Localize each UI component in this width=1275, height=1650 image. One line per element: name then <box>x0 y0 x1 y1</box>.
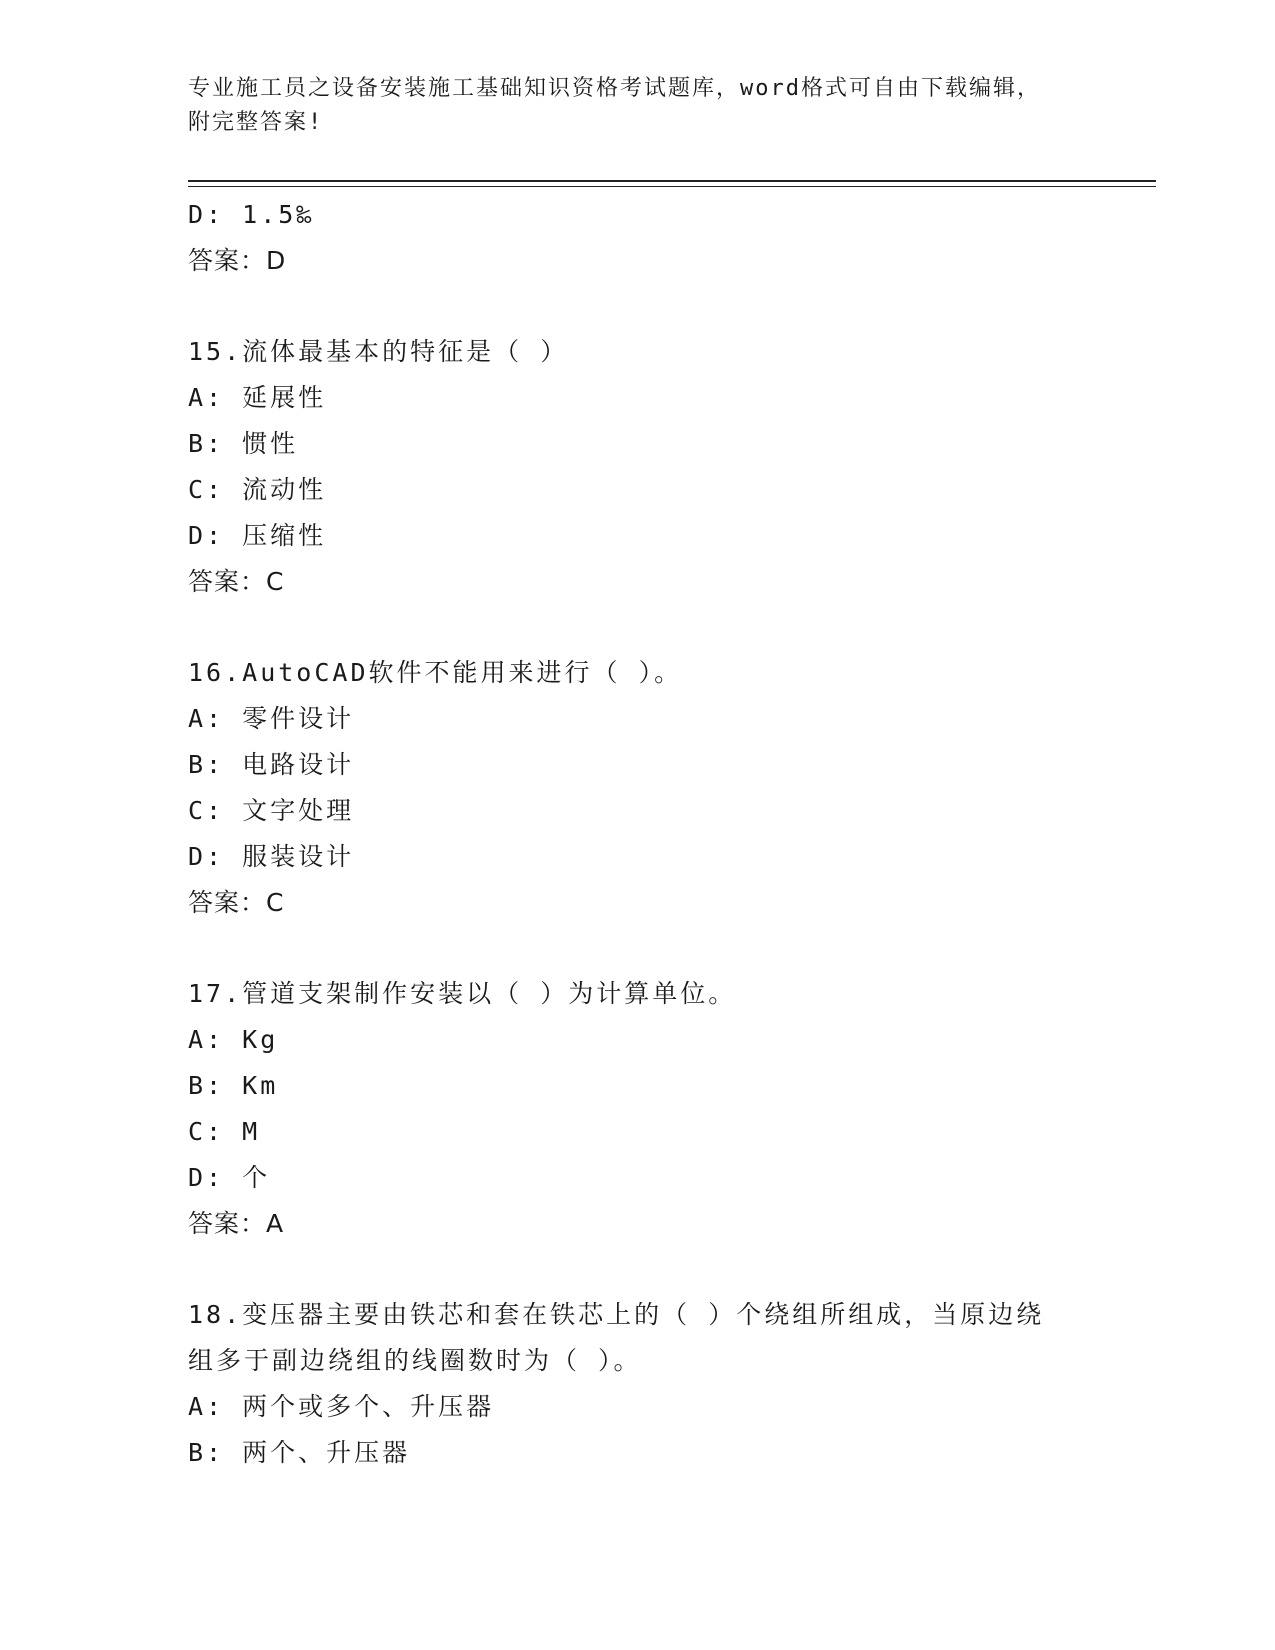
option-a: A: 两个或多个、升压器 <box>188 1392 495 1421</box>
option-d: D: 服装设计 <box>188 842 355 871</box>
answer: 答案：C <box>188 567 285 596</box>
question-stem-line-1: 18.变压器主要由铁芯和套在铁芯上的（ ）个绕组所组成，当原边绕 <box>188 1300 1045 1329</box>
option-a: A: 延展性 <box>188 383 327 412</box>
question-18 <box>188 1292 1088 1476</box>
document-header <box>188 72 1068 140</box>
option-b: B: Km <box>188 1071 279 1100</box>
question-stem-line-2: 组多于副边绕组的线圈数时为（ ）。 <box>188 1346 642 1375</box>
question-15 <box>188 329 1088 605</box>
option-a: A: Kg <box>188 1025 279 1054</box>
answer-prev: 答案：D <box>188 246 287 275</box>
header-divider-thin <box>188 186 1156 187</box>
question-16 <box>188 650 1088 926</box>
option-c: C: 流动性 <box>188 475 327 504</box>
option-b: B: 电路设计 <box>188 750 355 779</box>
option-b: B: 两个、升压器 <box>188 1438 411 1467</box>
header-line-2: 附完整答案! <box>188 110 324 135</box>
option-d: D: 压缩性 <box>188 521 327 550</box>
option-d: D: 个 <box>188 1163 271 1192</box>
header-line-1: 专业施工员之设备安装施工基础知识资格考试题库，word格式可自由下载编辑， <box>188 76 1041 101</box>
answer: 答案：A <box>188 1209 285 1238</box>
question-list <box>188 192 1088 1476</box>
option-c: C: M <box>188 1117 261 1146</box>
question-stem: 15.流体最基本的特征是（ ） <box>188 337 569 366</box>
option-c: C: 文字处理 <box>188 796 355 825</box>
option-d-prev: D: 1.5‰ <box>188 200 315 229</box>
question-stem: 16.AutoCAD软件不能用来进行（ ）。 <box>188 658 683 687</box>
option-b: B: 惯性 <box>188 429 299 458</box>
answer: 答案：C <box>188 888 285 917</box>
question-stem: 17.管道支架制作安装以（ ）为计算单位。 <box>188 979 737 1008</box>
question-17 <box>188 971 1088 1247</box>
option-a: A: 零件设计 <box>188 704 355 733</box>
header-divider-thick <box>188 180 1156 182</box>
